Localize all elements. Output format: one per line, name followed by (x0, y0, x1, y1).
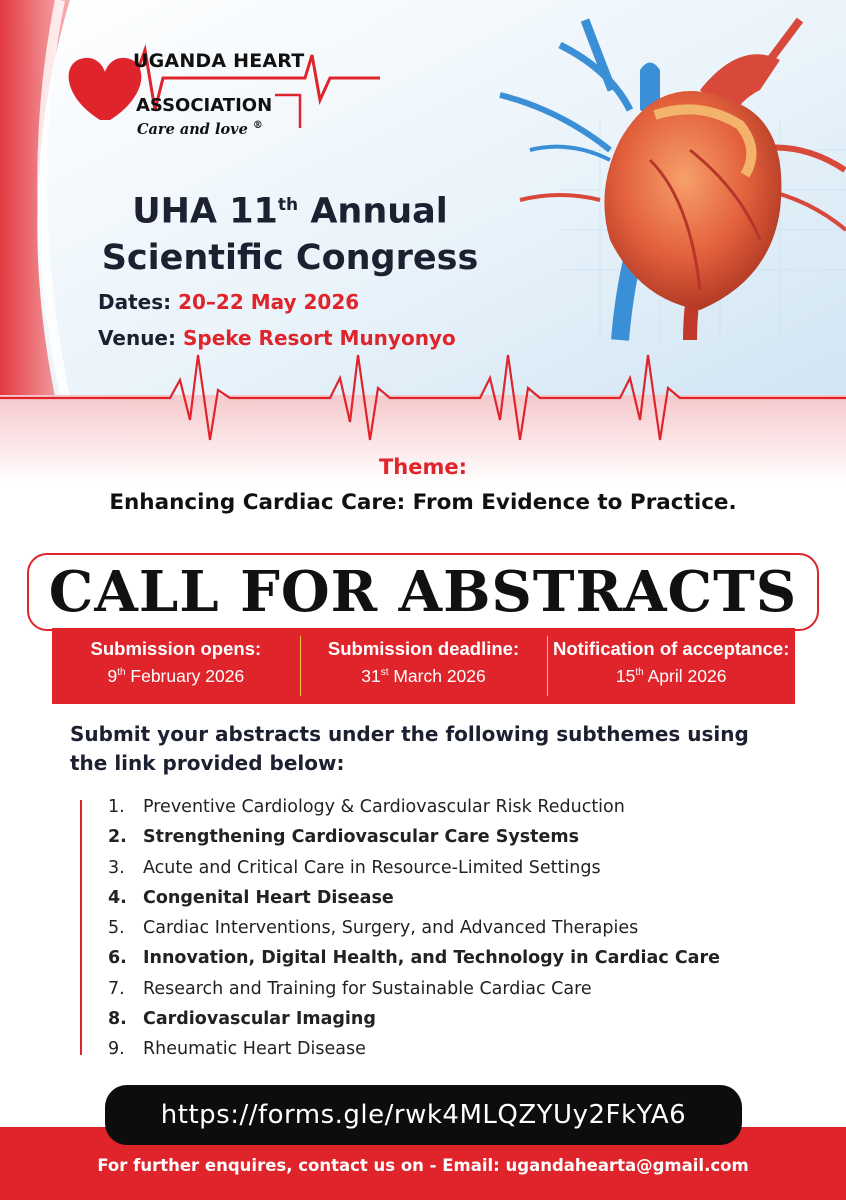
key-date-notification (547, 628, 795, 704)
key-dates-band (52, 628, 795, 704)
registered-mark: ® (252, 120, 263, 131)
key-date-deadline (300, 628, 548, 704)
key-date-opens (52, 628, 300, 704)
subtheme-list (108, 794, 720, 1067)
list-accent-rule (80, 800, 82, 1055)
key-date-value: 9th February 2026 (107, 666, 245, 686)
list-item: 2. Strengthening Cardiovascular Care Systems (108, 827, 580, 848)
congress-title-line1: UHA 11th Annual (132, 191, 448, 232)
key-date-label: Submission opens: (90, 638, 262, 659)
venue-label: Venue: (98, 326, 176, 350)
list-item: 8. Cardiovascular Imaging (108, 1009, 376, 1030)
list-item: 4. Congenital Heart Disease (108, 887, 394, 908)
congress-dates (98, 290, 359, 314)
list-item: 6. Innovation, Digital Health, and Technology in Cardiac Care (108, 948, 720, 969)
key-date-value: 31st March 2026 (361, 666, 486, 686)
list-item: 3. Acute and Critical Care in Resource-Limited Settings (108, 857, 601, 878)
list-item: 9. Rheumatic Heart Disease (108, 1039, 366, 1060)
logo-line-1: UGANDA HEART (133, 50, 305, 72)
key-date-value: 15th April 2026 (615, 666, 727, 686)
theme-text: Enhancing Cardiac Care: From Evidence to Practice. (109, 490, 737, 515)
submit-instructions: Submit your abstracts under the following subthemes using the link provided below: (70, 722, 749, 775)
dates-label: Dates: (98, 290, 172, 314)
submission-link[interactable]: https://forms.gle/rwk4MLQZYUy2FkYA6 (105, 1085, 742, 1145)
congress-title-line2: Scientific Congress (101, 237, 479, 278)
venue-value: Speke Resort Munyonyo (182, 326, 456, 350)
dates-value: 20–22 May 2026 (178, 290, 360, 314)
theme-label: Theme: (378, 455, 468, 479)
list-item: 7. Research and Training for Sustainable Cardiac Care (108, 978, 592, 999)
congress-venue (98, 326, 456, 350)
congress-title (90, 182, 490, 281)
logo-tagline (137, 120, 263, 138)
list-item: 1. Preventive Cardiology & Cardiovascular Risk Reduction (108, 797, 625, 817)
list-item: 5. Cardiac Interventions, Surgery, and Advanced Therapies (108, 918, 639, 939)
key-date-label: Notification of acceptance: (552, 638, 790, 659)
logo-line-2: ASSOCIATION (136, 95, 273, 116)
key-date-label: Submission deadline: (327, 638, 520, 659)
contact-line: For further enquires, contact us on - Email: ugandahearta@gmail.com (97, 1156, 749, 1175)
cfa-title: CALL FOR ABSTRACTS (48, 559, 798, 625)
logo-tagline-text: Care and love (137, 120, 248, 138)
